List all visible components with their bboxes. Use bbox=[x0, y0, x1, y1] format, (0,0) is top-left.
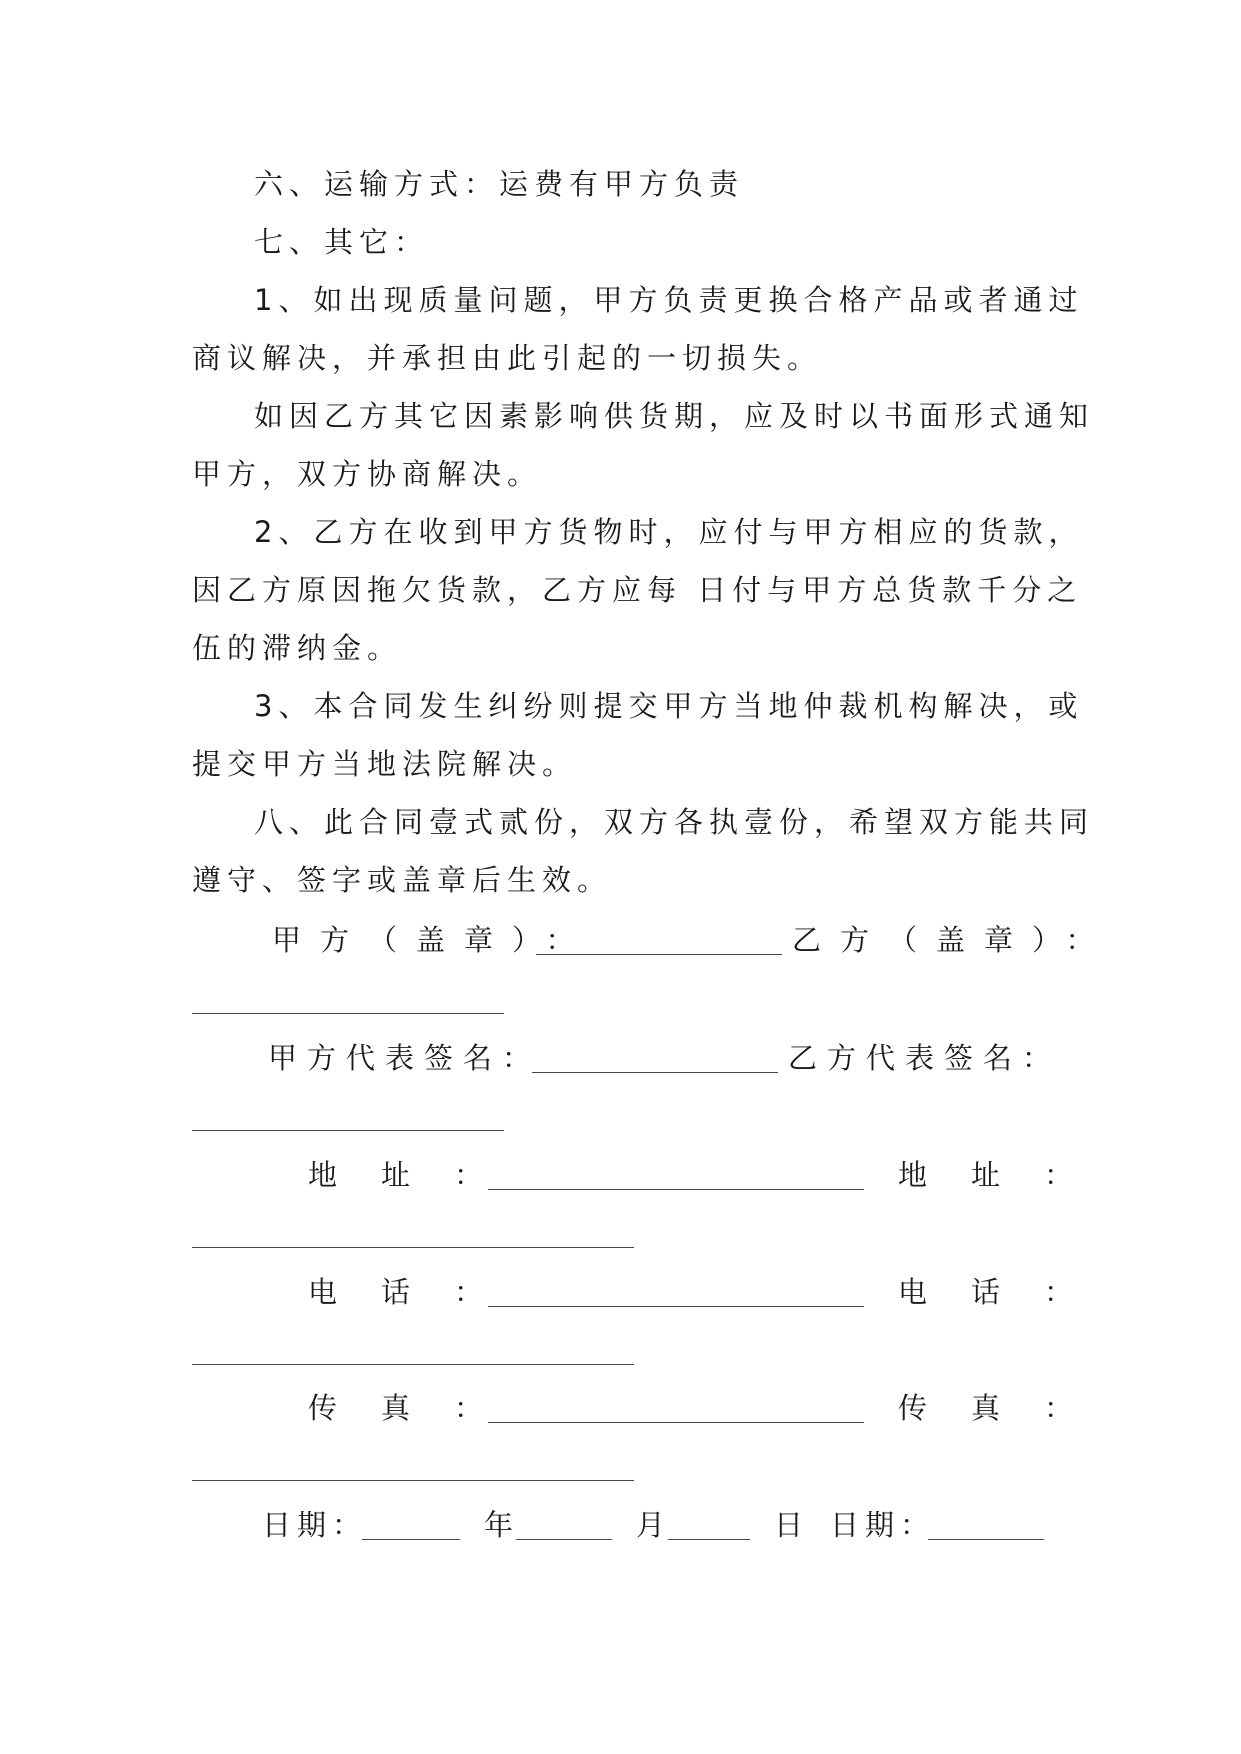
phone-b-label: 电话： bbox=[898, 1275, 1118, 1309]
party-a-rep-label: 甲方代表签名： bbox=[268, 1041, 542, 1075]
clause-transport: 六、运输方式：运费有甲方负责 bbox=[254, 167, 745, 201]
phone-b-blank bbox=[192, 1364, 634, 1365]
party-a-seal-label: 甲方（盖章）： bbox=[272, 923, 594, 957]
date-a-month: 月 bbox=[636, 1508, 666, 1542]
party-b-rep-blank bbox=[192, 1130, 504, 1131]
party-a-seal-blank bbox=[536, 954, 782, 955]
date-a-day: 日 bbox=[774, 1508, 804, 1542]
clause-item3-line1: 3、本合同发生纠纷则提交甲方当地仲裁机构解决，或 bbox=[254, 689, 1084, 723]
date-b-blank bbox=[928, 1539, 1044, 1540]
date-a-year-blank bbox=[362, 1539, 460, 1540]
phone-a-label: 电话： bbox=[308, 1275, 528, 1309]
date-b-label: 日期： bbox=[830, 1508, 936, 1542]
clause-item2-line3: 伍的滞纳金。 bbox=[192, 631, 403, 665]
clause-item2-line1: 2、乙方在收到甲方货物时，应付与甲方相应的货款， bbox=[254, 515, 1084, 549]
date-a-month-blank bbox=[516, 1539, 612, 1540]
date-a-label: 日期： bbox=[262, 1508, 368, 1542]
fax-a-label: 传真： bbox=[308, 1391, 528, 1425]
party-b-seal-blank bbox=[192, 1013, 504, 1014]
clause-copies-line1: 八、此合同壹式贰份，双方各执壹份，希望双方能共同 bbox=[254, 805, 1095, 839]
clause-item2-line2: 因乙方原因拖欠货款，乙方应每 日付与甲方总货款千分之 bbox=[192, 573, 1083, 607]
clause-item1b-line2: 甲方，双方协商解决。 bbox=[192, 457, 543, 491]
clause-item1-line1: 1、如出现质量问题，甲方负责更换合格产品或者通过 bbox=[254, 283, 1084, 317]
address-b-label: 地址： bbox=[898, 1158, 1118, 1192]
address-a-blank bbox=[488, 1189, 864, 1190]
party-b-rep-label: 乙方代表签名： bbox=[788, 1041, 1062, 1075]
clause-copies-line2: 遵守、签字或盖章后生效。 bbox=[192, 863, 613, 897]
clause-item3-line2: 提交甲方当地法院解决。 bbox=[192, 747, 578, 781]
party-b-seal-label: 乙方（盖章）： bbox=[792, 923, 1114, 957]
date-a-day-blank bbox=[668, 1539, 750, 1540]
fax-b-label: 传真： bbox=[898, 1391, 1118, 1425]
fax-b-blank bbox=[192, 1480, 634, 1481]
address-a-label: 地址： bbox=[308, 1158, 528, 1192]
address-b-blank bbox=[192, 1247, 634, 1248]
clause-item1-line2: 商议解决，并承担由此引起的一切损失。 bbox=[192, 341, 823, 375]
clause-item1b-line1: 如因乙方其它因素影响供货期，应及时以书面形式通知 bbox=[254, 399, 1095, 433]
clause-other-heading: 七、其它： bbox=[254, 225, 430, 259]
phone-a-blank bbox=[488, 1306, 864, 1307]
party-a-rep-blank bbox=[532, 1072, 778, 1073]
fax-a-blank bbox=[488, 1422, 864, 1423]
date-a-year: 年 bbox=[484, 1508, 514, 1542]
